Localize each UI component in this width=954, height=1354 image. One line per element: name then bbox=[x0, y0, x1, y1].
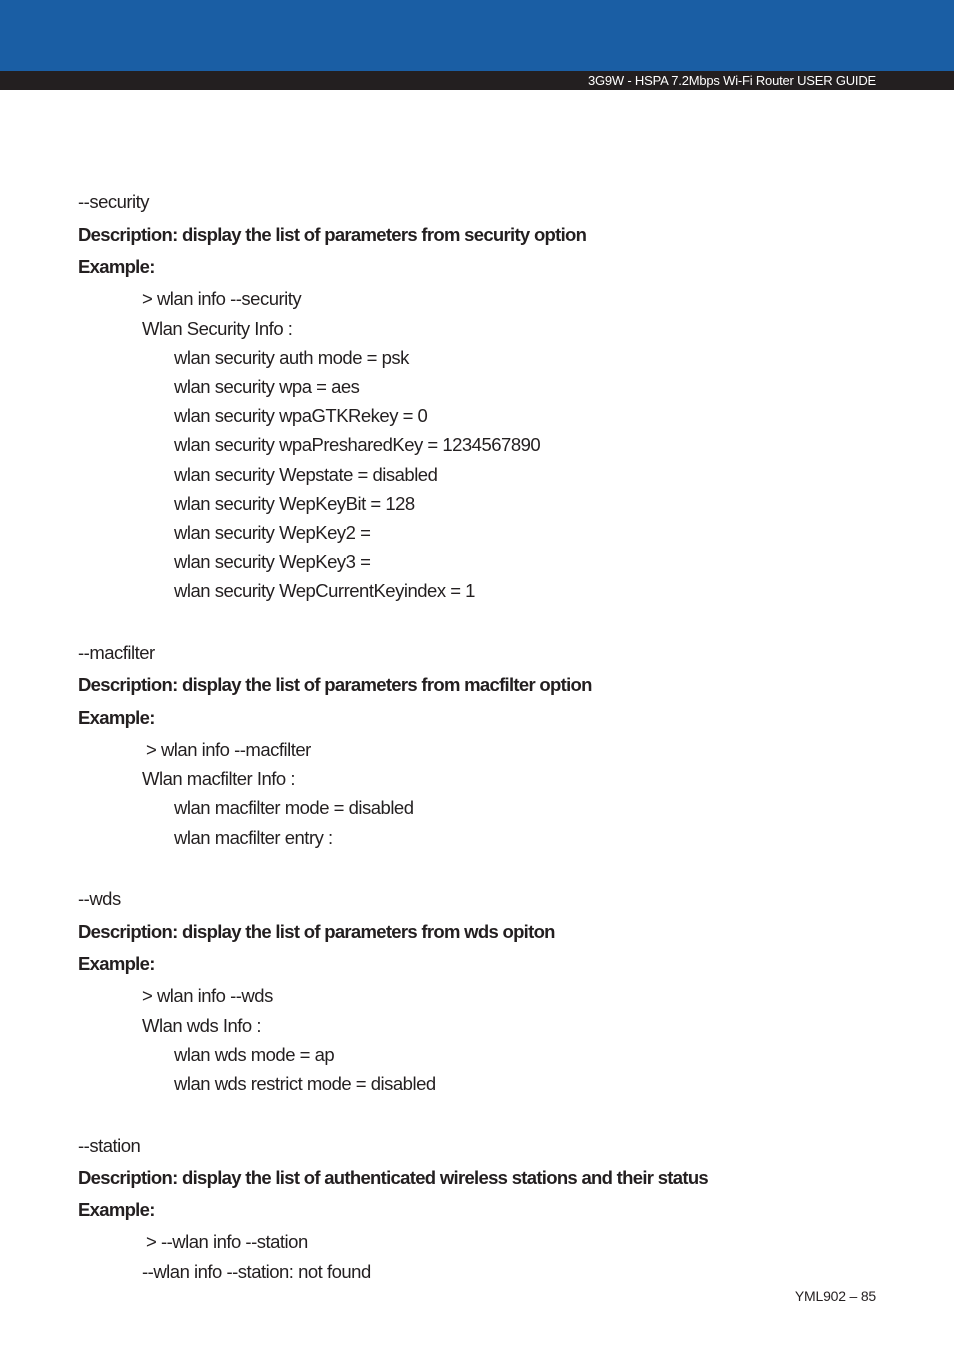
wds-info-title: Wlan wds Info : bbox=[142, 1015, 261, 1036]
security-output-line: wlan security WepKeyBit = 128 bbox=[174, 493, 415, 514]
security-output-line: wlan security wpa = aes bbox=[174, 376, 360, 397]
wds-description: Description: display the list of parameters from wds opiton bbox=[78, 921, 555, 942]
security-info-title: Wlan Security Info : bbox=[142, 318, 293, 339]
security-command: > wlan info --security bbox=[142, 288, 302, 309]
station-command: > --wlan info --station bbox=[146, 1231, 308, 1252]
macfilter-output-line: wlan macfilter entry : bbox=[174, 827, 333, 848]
macfilter-command: > wlan info --macfilter bbox=[146, 739, 311, 760]
macfilter-example-label: Example: bbox=[78, 707, 155, 728]
wds-example-label: Example: bbox=[78, 953, 155, 974]
security-output-line: wlan security Wepstate = disabled bbox=[174, 464, 438, 485]
macfilter-description: Description: display the list of parameters from macfilter option bbox=[78, 674, 592, 695]
security-output-line: wlan security wpaGTKRekey = 0 bbox=[174, 405, 428, 426]
station-option-heading: --station bbox=[78, 1135, 141, 1156]
header-bar bbox=[0, 71, 954, 90]
wds-output-line: wlan wds mode = ap bbox=[174, 1044, 335, 1065]
wds-command: > wlan info --wds bbox=[142, 985, 273, 1006]
security-output-line: wlan security wpaPresharedKey = 1234567890 bbox=[174, 434, 541, 455]
macfilter-info-title: Wlan macfilter Info : bbox=[142, 768, 295, 789]
security-output-line: wlan security WepCurrentKeyindex = 1 bbox=[174, 580, 475, 601]
macfilter-option-heading: --macfilter bbox=[78, 642, 155, 663]
header-color-band bbox=[0, 0, 954, 71]
security-option-heading: --security bbox=[78, 191, 150, 212]
security-output-line: wlan security WepKey3 = bbox=[174, 551, 371, 572]
security-output-line: wlan security auth mode = psk bbox=[174, 347, 409, 368]
wds-option-heading: --wds bbox=[78, 888, 121, 909]
wds-output-line: wlan wds restrict mode = disabled bbox=[174, 1073, 436, 1094]
page-number: YML902 – 85 bbox=[794, 1288, 876, 1304]
security-description: Description: display the list of parameters from security option bbox=[78, 224, 587, 245]
station-example-label: Example: bbox=[78, 1199, 155, 1220]
security-example-label: Example: bbox=[78, 256, 155, 277]
security-output-line: wlan security WepKey2 = bbox=[174, 522, 371, 543]
macfilter-output-line: wlan macfilter mode = disabled bbox=[174, 797, 414, 818]
guide-title: 3G9W - HSPA 7.2Mbps Wi-Fi Router USER GUIDE bbox=[587, 73, 876, 88]
station-description: Description: display the list of authenticated wireless stations and their status bbox=[78, 1167, 709, 1188]
station-result: --wlan info --station: not found bbox=[142, 1261, 371, 1282]
